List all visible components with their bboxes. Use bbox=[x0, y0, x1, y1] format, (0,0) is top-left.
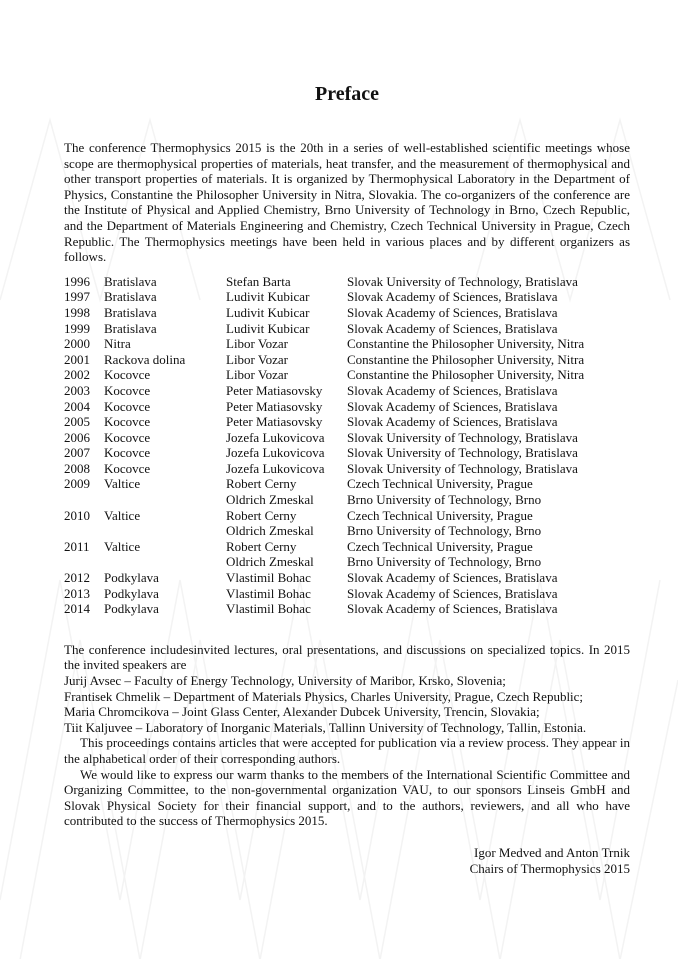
year-cell: 2013 bbox=[64, 585, 90, 601]
conference-history-body bbox=[64, 274, 584, 617]
history-row bbox=[64, 570, 584, 586]
place-cell: Bratislava bbox=[104, 273, 157, 289]
conference-history-table bbox=[64, 274, 584, 617]
year-cell: 2010 bbox=[64, 507, 90, 523]
page-title: Preface bbox=[314, 83, 380, 105]
year-cell: 2006 bbox=[64, 429, 90, 445]
organizer-cell: Robert Cerny bbox=[226, 507, 297, 523]
institution-cell: Slovak University of Technology, Bratislava bbox=[347, 460, 578, 476]
year-cell: 2011 bbox=[64, 538, 90, 554]
institution-cell: Slovak Academy of Sciences, Bratislava bbox=[347, 304, 558, 320]
organizer-cell: Vlastimil Bohac bbox=[226, 585, 311, 601]
year-cell: 1999 bbox=[64, 320, 90, 336]
signature-names: Igor Medved and Anton Trnik bbox=[474, 844, 630, 860]
organizer-cell: Ludivit Kubicar bbox=[226, 289, 310, 305]
history-row bbox=[64, 399, 584, 415]
place-cell: Nitra bbox=[104, 336, 131, 352]
place-cell: Valtice bbox=[104, 538, 141, 554]
institution-cell: Slovak University of Technology, Bratislava bbox=[347, 429, 578, 445]
history-row bbox=[64, 352, 584, 368]
history-row bbox=[64, 383, 584, 399]
institution-cell: Slovak Academy of Sciences, Bratislava bbox=[347, 398, 558, 414]
place-cell: Kocovce bbox=[104, 445, 151, 461]
institution-cell: Slovak Academy of Sciences, Bratislava bbox=[347, 382, 558, 398]
speaker-item: Frantisek Chmelik – Department of Materials Physics, Charles University, Prague, Czech Republic; bbox=[64, 688, 584, 704]
place-cell bbox=[104, 554, 226, 570]
organizer-cell: Libor Vozar bbox=[226, 367, 288, 383]
year-cell bbox=[64, 523, 104, 539]
place-cell bbox=[104, 492, 226, 508]
review-paragraph: This proceedings contains articles that were accepted for publication via a review process. They appear in the alphabetical order of their corresponding authors. bbox=[64, 735, 630, 766]
history-row bbox=[64, 305, 584, 321]
year-cell: 2012 bbox=[64, 570, 90, 586]
history-row bbox=[64, 601, 584, 617]
institution-cell: Slovak Academy of Sciences, Bratislava bbox=[347, 414, 558, 430]
history-row bbox=[64, 523, 584, 539]
history-row bbox=[64, 492, 584, 508]
year-cell: 2002 bbox=[64, 367, 90, 383]
year-cell: 2009 bbox=[64, 476, 90, 492]
place-cell: Rackova dolina bbox=[104, 351, 186, 367]
signature-role: Chairs of Thermophysics 2015 bbox=[469, 860, 630, 876]
history-row bbox=[64, 461, 584, 477]
organizer-cell: Oldrich Zmeskal bbox=[226, 492, 314, 508]
place-cell: Kocovce bbox=[104, 460, 151, 476]
year-cell: 2001 bbox=[64, 351, 90, 367]
organizer-cell: Ludivit Kubicar bbox=[226, 304, 310, 320]
institution-cell: Czech Technical University, Prague bbox=[347, 507, 533, 523]
place-cell: Podkylava bbox=[104, 570, 159, 586]
institution-cell: Constantine the Philosopher University, Nitra bbox=[347, 367, 585, 383]
institution-cell: Constantine the Philosopher University, Nitra bbox=[347, 336, 585, 352]
organizer-cell: Oldrich Zmeskal bbox=[226, 523, 314, 539]
organizer-cell: Stefan Barta bbox=[226, 273, 291, 289]
place-cell bbox=[104, 523, 226, 539]
place-cell: Kocovce bbox=[104, 429, 151, 445]
institution-cell: Slovak Academy of Sciences, Bratislava bbox=[347, 289, 558, 305]
organizer-cell: Jozefa Lukovicova bbox=[226, 445, 325, 461]
organizer-cell: Jozefa Lukovicova bbox=[226, 429, 325, 445]
history-row bbox=[64, 586, 584, 602]
speaker-item: Maria Chromcikova – Joint Glass Center, Alexander Dubcek University, Trencin, Slovakia; bbox=[64, 704, 540, 720]
organizer-cell: Peter Matiasovsky bbox=[226, 414, 323, 430]
history-row bbox=[64, 274, 584, 290]
year-cell: 2005 bbox=[64, 414, 90, 430]
organizer-cell: Vlastimil Bohac bbox=[226, 601, 311, 617]
place-cell: Kocovce bbox=[104, 398, 151, 414]
institution-cell: Slovak University of Technology, Bratislava bbox=[347, 445, 578, 461]
year-cell: 1997 bbox=[64, 289, 90, 305]
history-row bbox=[64, 476, 584, 492]
thanks-paragraph: We would like to express our warm thanks to the members of the International Scientific Committee and Organizing Committee, to the non-governmental organization VAU, to our sponsors Linseis GmbH and Slovak Physical Society for their financial support, and to the authors, reviewers, and all who have contributed to the success of Thermophysics 2015. bbox=[64, 766, 630, 829]
institution-cell: Brno University of Technology, Brno bbox=[347, 523, 542, 539]
year-cell bbox=[64, 554, 104, 570]
institution-cell: Slovak Academy of Sciences, Bratislava bbox=[347, 320, 558, 336]
lectures-paragraph: The conference includesinvited lectures, oral presentations, and discussions on specialized topics. In 2015 the invited speakers are bbox=[64, 641, 630, 673]
institution-cell: Brno University of Technology, Brno bbox=[347, 492, 542, 508]
history-row bbox=[64, 414, 584, 430]
intro-paragraph: The conference Thermophysics 2015 is the 20th in a series of well-established scientific meetings whose scope are thermophysical properties of materials, heat transfer, and the measurement of thermophysical and other transport properties of materials. It is organized by Thermophysical Laboratory in the Department of Physics, Constantine the Philosopher University in Nitra, Slovakia. The co-organizers of the conference are the Institute of Physical and Applied Chemistry, Brno University of Technology in Brno, Czech Republic, and the Department of Materials Engineering and Chemistry, Czech Technical University in Prague, Czech Republic. The Thermophysics meetings have been held in various places and by different organizers as follows. bbox=[64, 140, 630, 265]
institution-cell: Slovak Academy of Sciences, Bratislava bbox=[347, 585, 558, 601]
organizer-cell: Oldrich Zmeskal bbox=[226, 554, 314, 570]
year-cell: 2007 bbox=[64, 445, 90, 461]
institution-cell: Czech Technical University, Prague bbox=[347, 538, 533, 554]
signature-block bbox=[64, 845, 630, 876]
speaker-item: Tiit Kaljuvee – Laboratory of Inorganic Materials, Tallinn University of Technology, Tallin, Estonia. bbox=[64, 719, 587, 735]
place-cell: Podkylava bbox=[104, 585, 159, 601]
history-row bbox=[64, 289, 584, 305]
institution-cell: Czech Technical University, Prague bbox=[347, 476, 533, 492]
place-cell: Kocovce bbox=[104, 367, 151, 383]
institution-cell: Brno University of Technology, Brno bbox=[347, 554, 542, 570]
place-cell: Bratislava bbox=[104, 320, 157, 336]
history-row bbox=[64, 430, 584, 446]
organizer-cell: Peter Matiasovsky bbox=[226, 382, 323, 398]
year-cell: 2008 bbox=[64, 460, 90, 476]
history-row bbox=[64, 445, 584, 461]
year-cell: 2003 bbox=[64, 382, 90, 398]
year-cell: 2004 bbox=[64, 398, 90, 414]
institution-cell: Slovak Academy of Sciences, Bratislava bbox=[347, 601, 558, 617]
year-cell: 2014 bbox=[64, 601, 90, 617]
organizer-cell: Libor Vozar bbox=[226, 336, 288, 352]
history-row bbox=[64, 508, 584, 524]
place-cell: Kocovce bbox=[104, 414, 151, 430]
history-row bbox=[64, 367, 584, 383]
history-row bbox=[64, 321, 584, 337]
history-row bbox=[64, 554, 584, 570]
organizer-cell: Robert Cerny bbox=[226, 538, 297, 554]
place-cell: Bratislava bbox=[104, 289, 157, 305]
institution-cell: Slovak University of Technology, Bratislava bbox=[347, 273, 578, 289]
place-cell: Bratislava bbox=[104, 304, 157, 320]
preface-page bbox=[64, 80, 630, 876]
organizer-cell: Ludivit Kubicar bbox=[226, 320, 310, 336]
year-cell: 2000 bbox=[64, 336, 90, 352]
place-cell: Valtice bbox=[104, 507, 141, 523]
organizer-cell: Jozefa Lukovicova bbox=[226, 460, 325, 476]
organizer-cell: Peter Matiasovsky bbox=[226, 398, 323, 414]
history-row bbox=[64, 539, 584, 555]
institution-cell: Slovak Academy of Sciences, Bratislava bbox=[347, 570, 558, 586]
institution-cell: Constantine the Philosopher University, Nitra bbox=[347, 351, 585, 367]
speaker-item: Jurij Avsec – Faculty of Energy Technology, University of Maribor, Krsko, Slovenia; bbox=[64, 673, 506, 688]
year-cell bbox=[64, 492, 104, 508]
invited-speakers-list bbox=[64, 673, 630, 735]
history-row bbox=[64, 336, 584, 352]
place-cell: Valtice bbox=[104, 476, 141, 492]
place-cell: Podkylava bbox=[104, 601, 159, 617]
year-cell: 1996 bbox=[64, 273, 90, 289]
place-cell: Kocovce bbox=[104, 382, 151, 398]
organizer-cell: Vlastimil Bohac bbox=[226, 570, 311, 586]
year-cell: 1998 bbox=[64, 304, 90, 320]
organizer-cell: Robert Cerny bbox=[226, 476, 297, 492]
organizer-cell: Libor Vozar bbox=[226, 351, 288, 367]
